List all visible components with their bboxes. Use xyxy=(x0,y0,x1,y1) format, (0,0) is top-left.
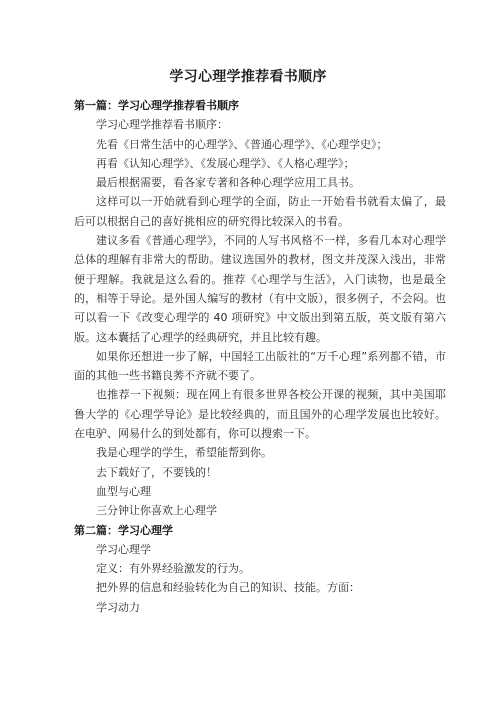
section-heading-2: 第二篇：学习心理学 xyxy=(74,523,173,537)
paragraph: 最后根据需要，看各家专著和各种心理学应用工具书。 xyxy=(96,176,360,190)
paragraph: 也推荐一下视频：现在网上有很多世界各校公开课的视频，其中美国耶鲁大学的《心理学导论》是比较经典的，而且国外的心理学发展也比较好。在电驴、网易什么的到处都有，你可以搜索一下。 xyxy=(74,388,446,441)
document-body xyxy=(74,96,446,617)
paragraph: 我是心理学的学生，希望能帮到你。 xyxy=(96,446,272,460)
paragraph: 先看《日常生活中的心理学》、《普通心理学》、《心理学史》； xyxy=(96,137,388,151)
document-title: 学习心理学推荐看书顺序 xyxy=(169,69,327,85)
paragraph: 学习心理学 xyxy=(96,542,151,556)
paragraph: 去下载好了，不要钱的！ xyxy=(96,465,217,479)
paragraph: 如果你还想进一步了解，中国轻工出版社的“万千心理”系列都不错，市面的其他一些书籍良莠不齐就不要了。 xyxy=(74,349,446,383)
paragraph: 血型与心理 xyxy=(96,484,151,498)
paragraph: 学习心理学推荐看书顺序： xyxy=(96,118,228,132)
paragraph: 这样可以一开始就看到心理学的全面，防止一开始看书就看太偏了，最后可以根据自己的喜好挑相应的研究得比较深入的书看。 xyxy=(74,195,446,228)
paragraph: 三分钟让你喜欢上心理学 xyxy=(96,504,217,518)
paragraph: 学习动力 xyxy=(96,600,140,614)
paragraph: 把外界的信息和经验转化为自己的知识、技能。方面： xyxy=(96,581,360,595)
paragraph: 再看《认知心理学》、《发展心理学》、《人格心理学》； xyxy=(96,156,355,170)
paragraph: 建议多看《普通心理学》，不同的人写书风格不一样，多看几本对心理学总体的理解有非常大的帮助。建议选国外的教材，图文并茂深入浅出，非常便于理解。我就是这么看的。推荐《心理学与生活》，入门读物，也是最全的，相等于导论。是外国人编写的教材（有中文版），很多例子，不会闷。也可以看一下《改变心理学的 40 项研究》中文版出到第五版，英文版有第六版。这本囊括了心理学的经典研究，并且比较有趣。 xyxy=(74,234,446,344)
paragraph: 定义：有外界经验激发的行为。 xyxy=(96,562,250,576)
section-heading-1: 第一篇：学习心理学推荐看书顺序 xyxy=(74,99,239,112)
